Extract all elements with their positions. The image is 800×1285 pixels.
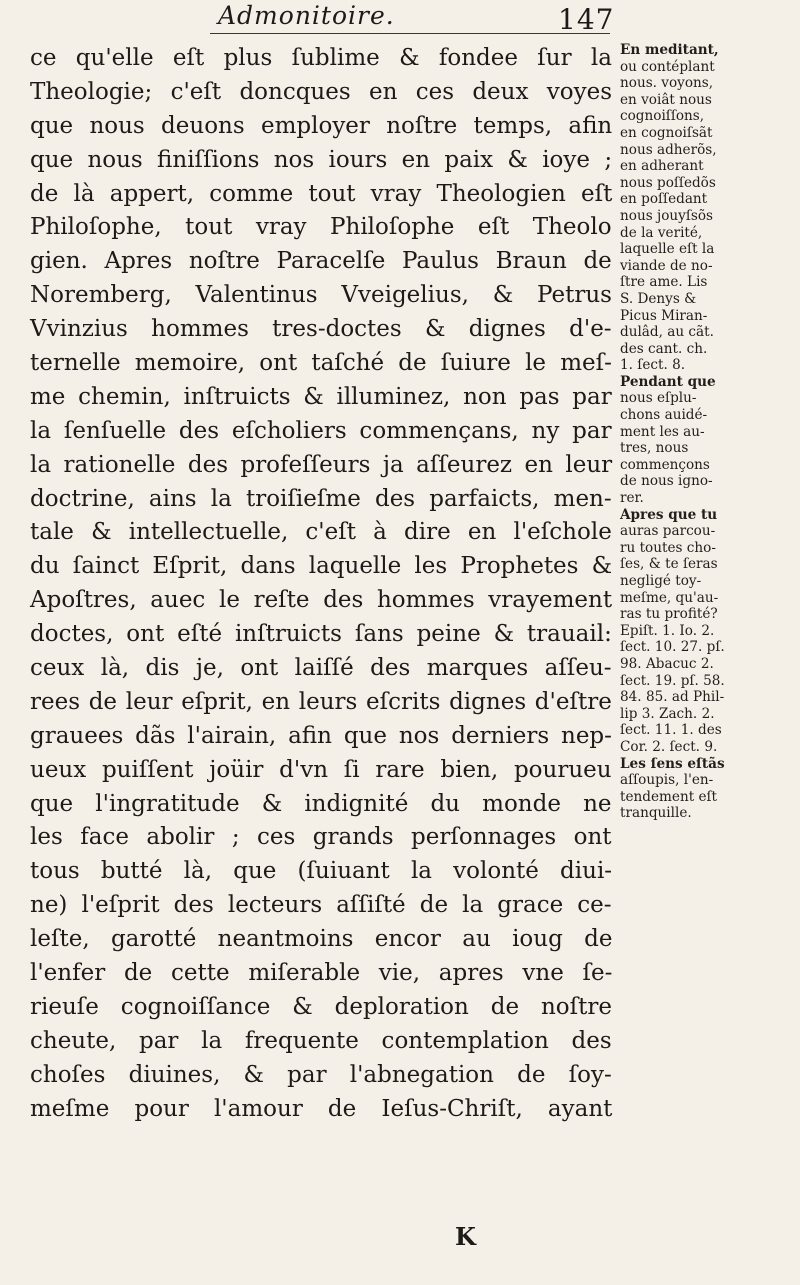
running-title: Admonitoire. bbox=[218, 1, 395, 30]
margin-note-line: lip 3. Zach. 2. bbox=[620, 705, 715, 722]
text-line: que l'ingratitude & indignité du monde ne bbox=[30, 790, 612, 817]
margin-note-line: Les ſens eſtãs bbox=[620, 755, 725, 772]
margin-note-line: En meditant, bbox=[620, 42, 719, 58]
margin-note-line: nous adherõs, bbox=[620, 141, 717, 158]
text-line: Vvinzius hommes tres-doctes & dignes d'e- bbox=[30, 316, 612, 343]
text-line: grauees dãs l'airain, afin que nos derniers nep- bbox=[30, 722, 612, 749]
text-line: meſme pour l'amour de Ieſus-Chriſt, ayant bbox=[30, 1095, 613, 1122]
text-line: ne) l'eſprit des lecteurs aſſiſté de la grace ce- bbox=[30, 892, 612, 919]
margin-note-line: viande de no- bbox=[620, 257, 713, 274]
margin-note-line: des cant. ch. bbox=[620, 340, 708, 357]
margin-note-line: ment les au- bbox=[620, 423, 705, 440]
text-line: Noremberg, Valentinus Vveigelius, & Petrus bbox=[30, 282, 612, 309]
margin-note-line: tres, nous bbox=[620, 440, 689, 457]
margin-note-line: nous jouyſsõs bbox=[620, 207, 713, 224]
page-number: 147 bbox=[558, 3, 615, 36]
margin-note-line: rer. bbox=[620, 490, 644, 507]
text-line: tous butté là, que (ſuiuant la volonté diui- bbox=[30, 858, 613, 885]
margin-note-line: 1. ſect. 8. bbox=[620, 357, 686, 374]
text-line: Apoſtres, auec le reſte des hommes vrayement bbox=[30, 587, 613, 614]
margin-note-line: nous poſſedõs bbox=[620, 174, 716, 191]
margin-note-line: de la verité, bbox=[620, 224, 703, 241]
margin-note-line: tranquille. bbox=[620, 805, 692, 822]
text-line: Philoſophe, tout vray Philoſophe eſt Theolo bbox=[30, 214, 612, 241]
margin-note-line: ru toutes cho- bbox=[620, 539, 716, 556]
text-line: la rationelle des profeſſeurs ja aſſeurez en leur bbox=[30, 451, 613, 478]
margin-note-line: Picus Miran- bbox=[620, 307, 708, 324]
header-rule bbox=[210, 33, 610, 34]
text-line: choſes diuines, & par l'abnegation de ſoy- bbox=[30, 1061, 612, 1088]
margin-note-line: ſect. 10. 27. pſ. bbox=[620, 639, 725, 656]
margin-notes bbox=[620, 42, 796, 822]
margin-note-line: Epiſt. 1. Io. 2. bbox=[620, 622, 715, 639]
margin-note-line: ſtre ame. Lis bbox=[620, 274, 708, 291]
margin-note-line: en voiât nous bbox=[620, 91, 712, 108]
text-line: cheute, par la frequente contemplation des bbox=[30, 1027, 612, 1054]
text-line: de là appert, comme tout vray Theologien eſt bbox=[30, 180, 613, 207]
margin-note-line: de nous igno- bbox=[620, 473, 713, 490]
margin-note-line: ou contéplant bbox=[620, 58, 715, 75]
margin-note-line: Apres que tu bbox=[620, 506, 718, 523]
margin-note-line: tendement eſt bbox=[620, 788, 718, 805]
text-line: gien. Apres noſtre Paracelſe Paulus Braun de bbox=[30, 248, 612, 275]
margin-note-line: ſect. 11. 1. des bbox=[620, 722, 722, 739]
margin-note-line: S. Denys & bbox=[620, 290, 697, 307]
text-line: ternelle memoire, ont taſché de ſuiure le meſ- bbox=[30, 350, 612, 377]
text-line: tale & intellectuelle, c'eſt à dire en l'eſchole bbox=[30, 519, 612, 546]
running-head bbox=[0, 0, 800, 40]
margin-note-line: laquelle eſt la bbox=[620, 241, 715, 258]
margin-note-line: ſect. 19. pſ. 58. bbox=[620, 672, 725, 689]
text-line: ce qu'elle eſt plus ſublime & fondee ſur la bbox=[30, 45, 612, 71]
text-line: Theologie; c'eſt doncques en ces deux voyes bbox=[30, 78, 612, 105]
margin-note-line: dulâd, au cãt. bbox=[620, 324, 714, 341]
text-line: que nous deuons employer noſtre temps, afin bbox=[30, 112, 613, 139]
text-line: ceux là, dis je, ont laiſſé des marques aſſeu- bbox=[30, 655, 612, 682]
text-line: du ſainct Eſprit, dans laquelle les Prophetes & bbox=[30, 553, 613, 580]
margin-note-line: en poſſedant bbox=[620, 191, 708, 208]
margin-note-line: en cognoiſsãt bbox=[620, 124, 713, 141]
text-line: les face abolir ; ces grands perſonnages ont bbox=[30, 824, 612, 851]
text-line: doctrine, ains la troiſieſme des parfaicts, men- bbox=[30, 485, 612, 512]
text-line: la ſenſuelle des eſcholiers commençans, ny par bbox=[30, 417, 612, 444]
margin-note-line: meſme, qu'au- bbox=[620, 589, 719, 606]
catchword: K bbox=[455, 1222, 476, 1251]
margin-note-line: en adherant bbox=[620, 158, 704, 175]
text-line: me chemin, inſtruicts & illuminez, non pas par bbox=[30, 383, 612, 410]
text-line: leſte, garotté neantmoins encor au ioug de bbox=[30, 926, 613, 953]
margin-note-line: ras tu profité? bbox=[620, 606, 718, 623]
text-line: rees de leur eſprit, en leurs eſcrits dignes d'eſtre bbox=[30, 688, 612, 715]
text-line: que nous finiſſions nos iours en paix & ioye ; bbox=[30, 146, 613, 173]
margin-note-line: Pendant que bbox=[620, 373, 716, 390]
margin-note-line: commençons bbox=[620, 456, 710, 473]
margin-note-line: 98. Abacuc 2. bbox=[620, 655, 714, 672]
text-line: rieuſe cognoiſſance & deploration de noſtre bbox=[30, 993, 613, 1020]
margin-note-line: nous eſplu- bbox=[620, 390, 697, 407]
margin-note-line: 84. 85. ad Phil- bbox=[620, 689, 725, 706]
margin-note-line: nous. voyons, bbox=[620, 75, 714, 92]
margin-note-line: ſes, & te ſeras bbox=[620, 556, 718, 573]
margin-note-line: aſſoupis, l'en- bbox=[620, 772, 714, 789]
text-line: doctes, ont eſté inſtruicts ſans peine & trauail: bbox=[30, 621, 612, 648]
text-line: ueux puiſſent joüir d'vn ſi rare bien, pourueu bbox=[30, 756, 612, 783]
margin-note-line: chons auidé- bbox=[620, 407, 708, 424]
margin-note-line: Cor. 2. ſect. 9. bbox=[620, 738, 718, 755]
body-text bbox=[30, 42, 612, 1127]
margin-note-line: negligé toy- bbox=[620, 573, 702, 589]
margin-note-line: cognoiſſons, bbox=[620, 108, 705, 125]
margin-note-line: auras parcou- bbox=[620, 523, 716, 540]
text-line: l'enfer de cette miſerable vie, apres vne ſe- bbox=[30, 960, 613, 987]
